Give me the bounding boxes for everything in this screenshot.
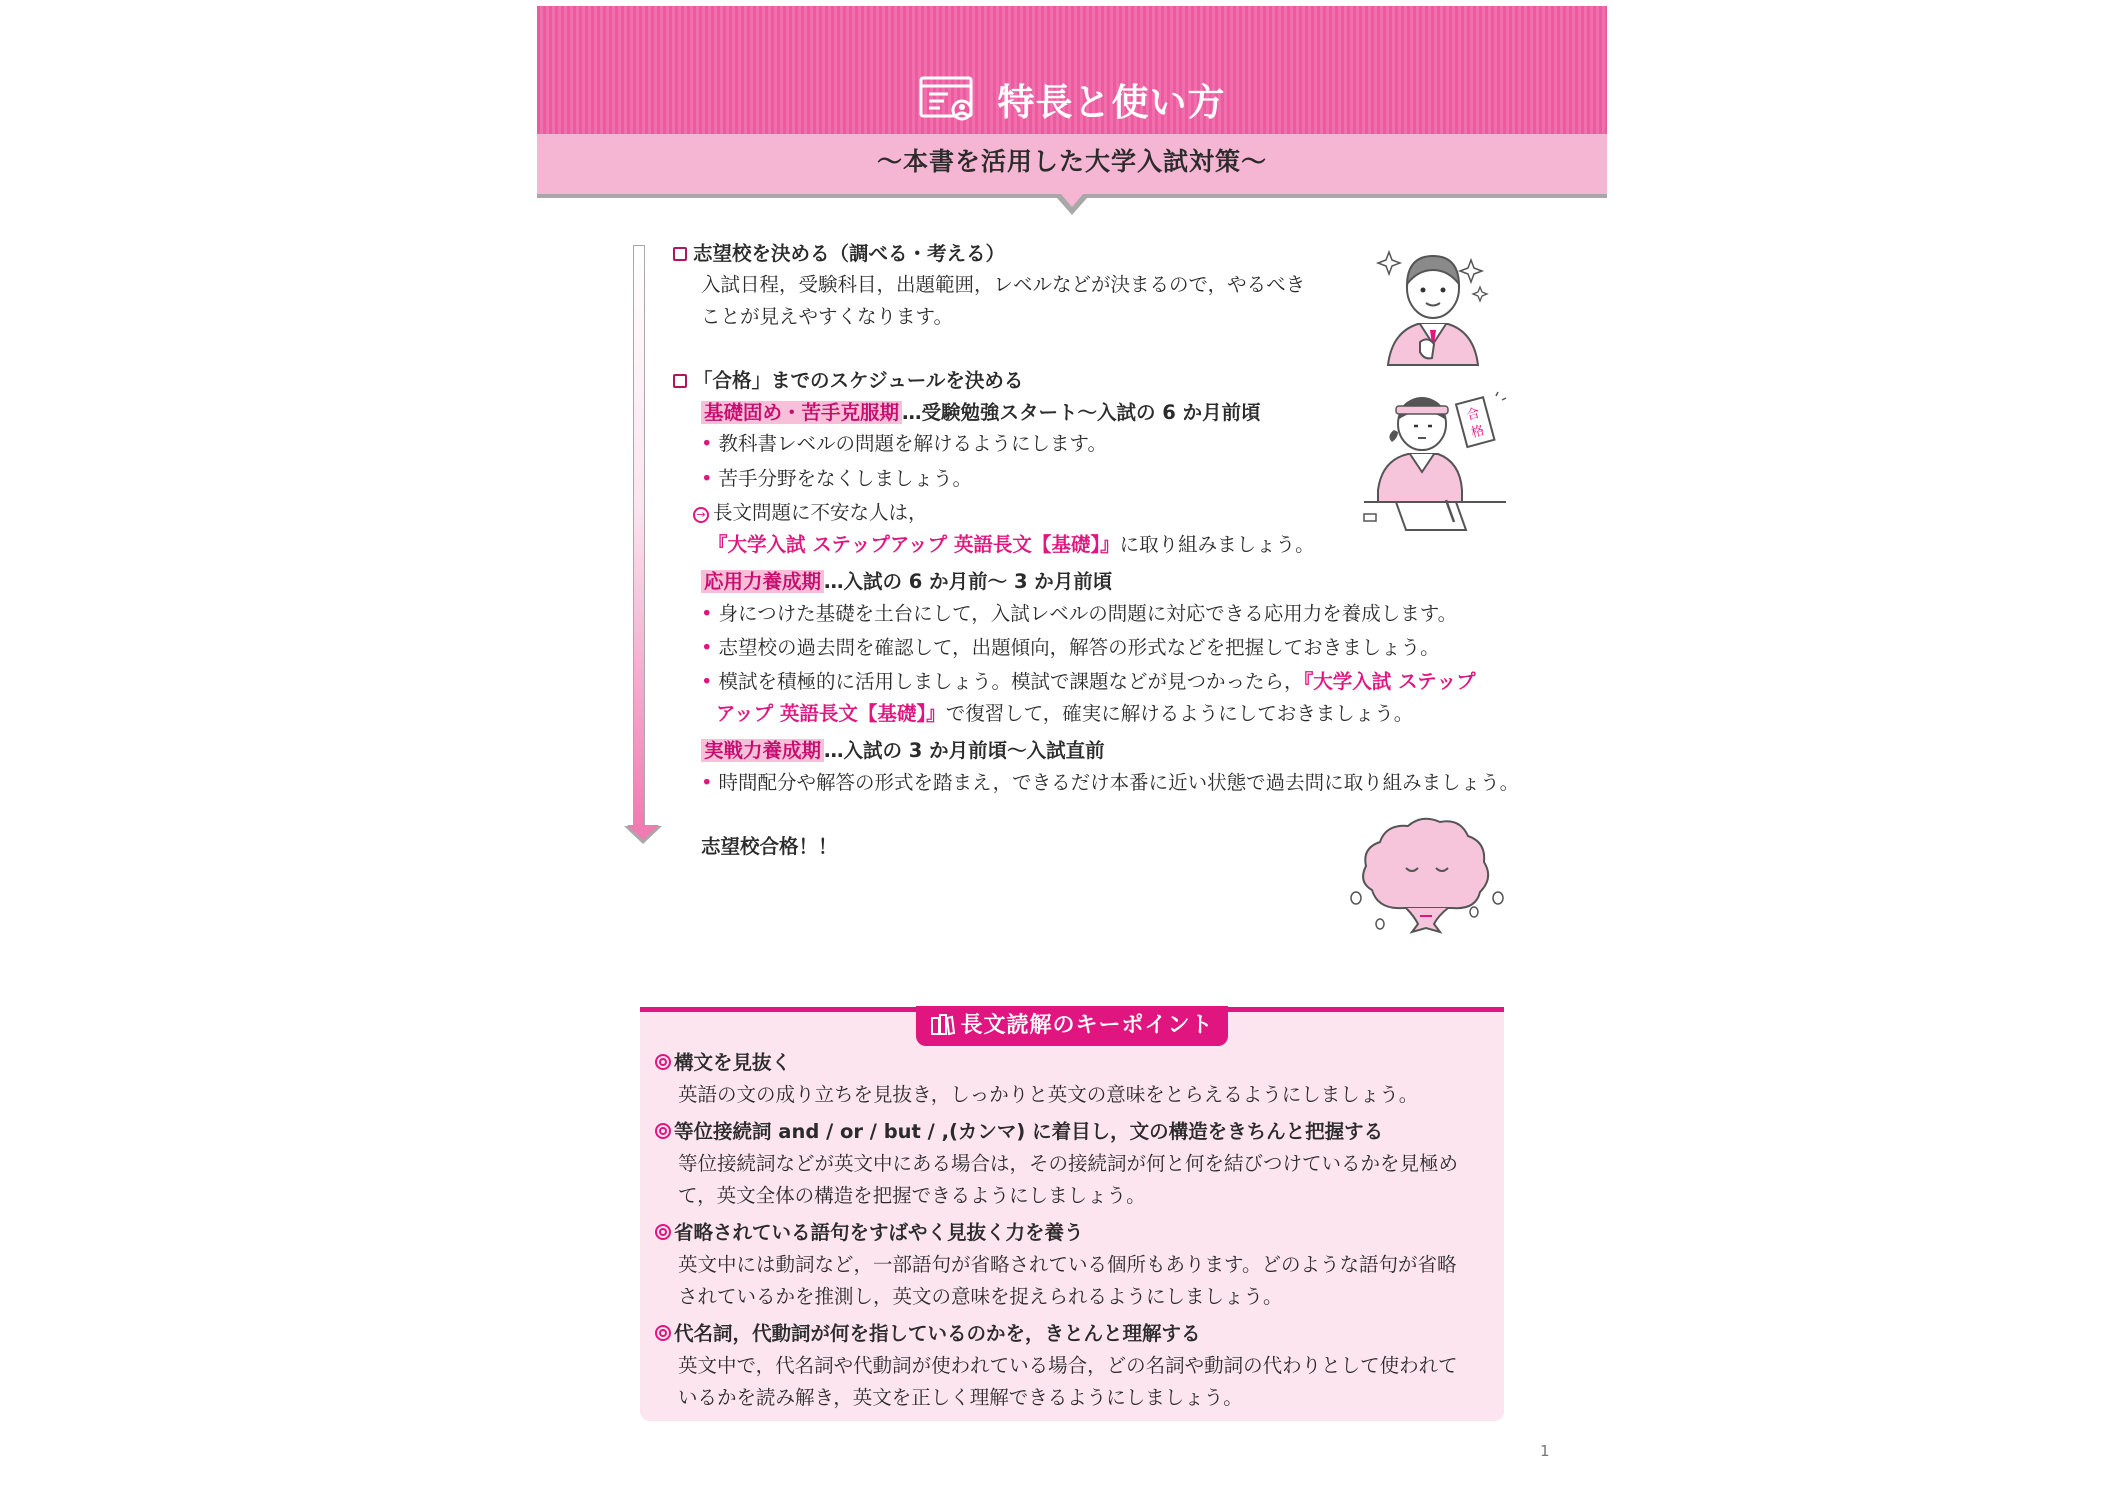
pass-stamp-char1: 合	[1465, 405, 1482, 424]
page-number: 1	[1540, 1442, 1550, 1460]
keypoint-4-title	[655, 1321, 1201, 1347]
phase1-note-book	[708, 532, 1315, 558]
keypoint-1-line1: 英語の文の成り立ちを見抜き，しっかりと英文の意味をとらえるようにしましょう。	[678, 1083, 1419, 1106]
keypoint-2-line1: 等位接続詞などが英文中にある場合は，その接続詞が何と何を結びつけているかを見極め	[678, 1152, 1459, 1175]
timeline-arrow-shaft	[633, 245, 645, 827]
header-banner	[537, 6, 1607, 134]
phase2-bullet2-text: 志望校の過去問を確認して，出題傾向，解答の形式などを把握しておきましょう。	[718, 636, 1440, 659]
title-row	[537, 72, 1607, 126]
double-circle-icon	[655, 1224, 671, 1240]
keypoints-title: 長文読解のキーポイント	[960, 1013, 1214, 1038]
book-title: 『大学入試 ステップ	[1303, 670, 1476, 693]
phase2-bullet1	[701, 601, 1457, 627]
phase2-bullet3-text: 模試を積極的に活用しましょう。模試で課題などが見つかったら，	[718, 670, 1304, 693]
phase2-heading	[701, 569, 1112, 595]
keypoint-title-text: 代名詞，代動詞が何を指しているのかを，きとんと理解する	[674, 1322, 1201, 1345]
bullet-icon: •	[701, 467, 713, 490]
keypoint-3-line1: 英文中には動詞など，一部語句が省略されている個所もあります。どのような語句が省略	[678, 1253, 1457, 1276]
phase1-bullet1-text: 教科書レベルの問題を解けるようにします。	[718, 432, 1107, 455]
phase3-heading	[701, 738, 1105, 764]
step1-line1: 入試日程，受験科目，出題範囲，レベルなどが決まるので，やるべき	[701, 273, 1306, 296]
keypoint-3-title	[655, 1220, 1084, 1246]
checkbox-icon	[673, 374, 687, 388]
step1-heading-text: 志望校を決める（調べる・考える）	[693, 242, 1006, 265]
double-circle-icon	[655, 1325, 671, 1341]
phase2-bullet3-end: で復習して，確実に解けるようにしておきましょう。	[945, 702, 1414, 725]
keypoint-1-title	[655, 1050, 791, 1076]
phase1-desc: …受験勉強スタート〜入試の 6 か月前頃	[902, 401, 1261, 424]
guide-book-icon	[918, 74, 978, 124]
subtitle-pointer	[1061, 194, 1083, 207]
phase2-bullet3-cont	[716, 701, 1413, 727]
page-title: 特長と使い方	[997, 81, 1226, 124]
phase1-note	[693, 500, 928, 526]
phase3-bullet1	[701, 770, 1519, 796]
bullet-icon: •	[701, 602, 713, 625]
step2-heading-text: 「合格」までのスケジュールを決める	[693, 369, 1024, 392]
double-circle-icon	[655, 1123, 671, 1139]
phase2-tag: 応用力養成期	[701, 570, 824, 593]
phase1-note-text: 長文問題に不安な人は，	[713, 501, 928, 524]
pass-stamp-char2: 格	[1469, 423, 1487, 442]
keypoint-title-text: 等位接続詞 and / or / but / ,(カンマ) に着目し，文の構造をきちんと把握する	[674, 1120, 1384, 1143]
cherry-blossom-tree-illustration	[1348, 812, 1518, 942]
phase1-bullet1	[701, 431, 1107, 457]
step2-heading	[673, 368, 1023, 394]
phase1-bullet2-text: 苦手分野をなくしましょう。	[718, 467, 973, 490]
keypoint-2-line2: て，英文全体の構造を把握できるようにしましょう。	[678, 1184, 1146, 1207]
phase2-bullet2	[701, 635, 1440, 661]
phase3-desc: …入試の 3 か月前頃〜入試直前	[824, 739, 1105, 762]
double-circle-icon	[655, 1054, 671, 1070]
phase1-tag: 基礎固め・苦手克服期	[701, 401, 902, 424]
keypoint-3-line2: されているかを推測し，英文の意味を捉えられるようにしましょう。	[678, 1285, 1283, 1308]
books-icon	[930, 1012, 956, 1036]
subtitle-bar	[537, 134, 1607, 198]
page-subtitle: 〜本書を活用した大学入試対策〜	[876, 147, 1267, 176]
arrow-right-circle-icon: →	[693, 507, 709, 523]
phase2-desc: …入試の 6 か月前〜 3 か月前頃	[824, 570, 1113, 593]
keypoint-title-text: 省略されている語句をすばやく見抜く力を養う	[674, 1221, 1084, 1244]
keypoint-4-line1: 英文中で，代名詞や代動詞が使われている場合，どの名詞や動詞の代わりとして使われて	[678, 1354, 1458, 1377]
checkbox-icon	[673, 247, 687, 261]
bullet-icon: •	[701, 670, 713, 693]
timeline-arrow-head-fill	[627, 825, 659, 840]
phase1-note-end: に取り組みましょう。	[1119, 533, 1315, 556]
book-title: アップ 英語長文【基礎】』	[716, 702, 946, 725]
keypoint-title-text: 構文を見抜く	[674, 1051, 792, 1074]
keypoints-label	[916, 1006, 1228, 1046]
bullet-icon: •	[701, 432, 713, 455]
phase1-bullet2	[701, 466, 972, 492]
studying-student-illustration	[1356, 390, 1516, 540]
book-title: 『大学入試 ステップアップ 英語長文【基礎】』	[708, 533, 1120, 556]
student-illustration	[1368, 240, 1498, 370]
phase3-bullet1-text: 時間配分や解答の形式を踏まえ，できるだけ本番に近い状態で過去問に取り組みましょう。	[718, 771, 1520, 794]
keypoint-2-title	[655, 1119, 1383, 1145]
step1-heading	[673, 241, 1005, 267]
goal-text: 志望校合格！！	[701, 835, 838, 858]
keypoint-4-line2: いるかを読み解き，英文を正しく理解できるようにしましょう。	[678, 1386, 1243, 1409]
bullet-icon: •	[701, 771, 713, 794]
phase3-tag: 実戦力養成期	[701, 739, 824, 762]
bullet-icon: •	[701, 636, 713, 659]
phase1-heading	[701, 400, 1261, 426]
phase2-bullet1-text: 身につけた基礎を土台にして，入試レベルの問題に対応できる応用力を養成します。	[718, 602, 1458, 625]
step1-line2: ことが見えやすくなります。	[701, 305, 953, 328]
phase2-bullet3	[701, 669, 1476, 695]
